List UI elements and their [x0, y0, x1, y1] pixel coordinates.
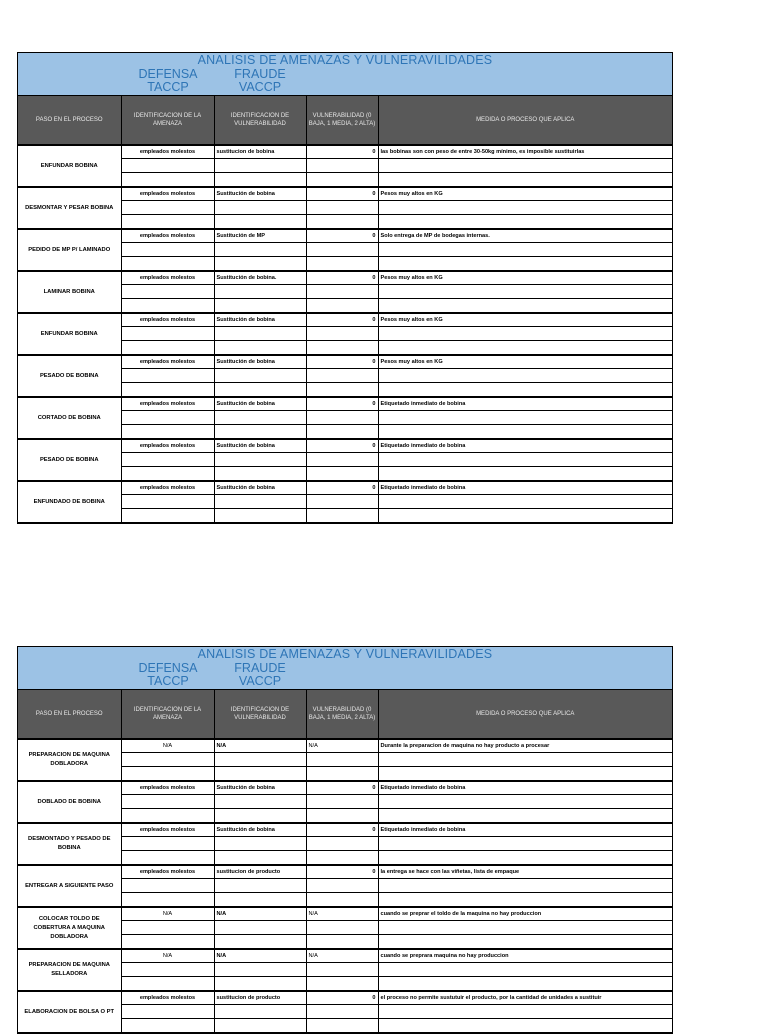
empty-cell [378, 935, 672, 950]
empty-cell [214, 467, 306, 482]
vaccp-label: VACCP [238, 80, 282, 94]
measure-cell: Etiquetado inmediato de bobina [378, 439, 672, 453]
empty-cell [378, 257, 672, 272]
empty-cell [378, 921, 672, 935]
defensa-label: DEFENSA [138, 661, 198, 675]
table-row [18, 739, 672, 753]
empty-cell [306, 935, 378, 950]
empty-cell [214, 1005, 306, 1019]
analysis-table [18, 96, 672, 523]
threat-cell: empleados molestos [121, 865, 214, 879]
col-header-level: VULNERABILIDAD (0 BAJA, 1 MEDIA, 2 ALTA) [306, 96, 378, 145]
empty-cell [121, 453, 214, 467]
vulnerability-cell: N/A [214, 949, 306, 963]
vulnerability-level-cell: 0 [306, 991, 378, 1005]
empty-cell [214, 509, 306, 523]
table-row [18, 145, 672, 159]
empty-cell [121, 425, 214, 440]
table-row [18, 397, 672, 411]
empty-cell [214, 299, 306, 314]
taccp-label: TACCP [147, 80, 189, 94]
threat-analysis-table-2 [17, 646, 673, 1034]
vulnerability-cell: Sustitución de bobina. [214, 271, 306, 285]
empty-cell [306, 327, 378, 341]
vulnerability-level-cell: 0 [306, 271, 378, 285]
measure-cell: Pesos muy altos en KG [378, 313, 672, 327]
empty-cell [121, 963, 214, 977]
empty-cell [121, 837, 214, 851]
empty-cell [121, 257, 214, 272]
vulnerability-level-cell: 0 [306, 313, 378, 327]
vulnerability-cell: N/A [214, 739, 306, 753]
table-row [18, 229, 672, 243]
threat-cell: empleados molestos [121, 481, 214, 495]
vulnerability-level-cell: 0 [306, 439, 378, 453]
empty-cell [306, 767, 378, 782]
empty-cell [214, 809, 306, 824]
process-step-cell: DOBLADO DE BOBINA [18, 781, 121, 823]
vulnerability-level-cell: N/A [306, 949, 378, 963]
vulnerability-cell: Sustitución de bobina [214, 781, 306, 795]
empty-cell [306, 851, 378, 866]
empty-cell [378, 285, 672, 299]
col-header-measure: MEDIDA O PROCESO QUE APLICA [378, 96, 672, 145]
empty-cell [121, 977, 214, 992]
process-step-cell: ELABORACION DE BOLSA O PT [18, 991, 121, 1033]
table-row [18, 823, 672, 837]
empty-cell [378, 243, 672, 257]
empty-cell [214, 851, 306, 866]
empty-cell [214, 795, 306, 809]
vulnerability-level-cell: 0 [306, 355, 378, 369]
threat-cell: empleados molestos [121, 355, 214, 369]
empty-cell [378, 795, 672, 809]
measure-cell: Pesos muy altos en KG [378, 355, 672, 369]
empty-cell [214, 963, 306, 977]
empty-cell [378, 893, 672, 908]
empty-cell [306, 495, 378, 509]
empty-cell [378, 809, 672, 824]
empty-cell [214, 495, 306, 509]
empty-cell [214, 767, 306, 782]
empty-cell [378, 215, 672, 230]
threat-cell: empleados molestos [121, 187, 214, 201]
empty-cell [121, 767, 214, 782]
empty-cell [214, 411, 306, 425]
empty-cell [306, 921, 378, 935]
empty-cell [121, 411, 214, 425]
empty-cell [121, 1005, 214, 1019]
threat-cell: empleados molestos [121, 823, 214, 837]
vulnerability-cell: Sustitución de bobina [214, 397, 306, 411]
measure-cell: Etiquetado inmediato de bobina [378, 781, 672, 795]
empty-cell [306, 341, 378, 356]
fraude-label: FRAUDE [234, 67, 286, 81]
empty-cell [121, 243, 214, 257]
empty-cell [121, 1019, 214, 1033]
empty-cell [121, 851, 214, 866]
empty-cell [306, 257, 378, 272]
empty-cell [306, 369, 378, 383]
empty-cell [306, 809, 378, 824]
empty-cell [378, 383, 672, 398]
vulnerability-cell: Sustitución de MP [214, 229, 306, 243]
empty-cell [306, 201, 378, 215]
empty-cell [378, 201, 672, 215]
empty-cell [378, 767, 672, 782]
vulnerability-level-cell: N/A [306, 739, 378, 753]
vulnerability-level-cell: 0 [306, 781, 378, 795]
empty-cell [214, 173, 306, 188]
empty-cell [306, 467, 378, 482]
empty-cell [306, 453, 378, 467]
vulnerability-level-cell: 0 [306, 187, 378, 201]
empty-cell [121, 159, 214, 173]
empty-cell [121, 921, 214, 935]
empty-cell [214, 753, 306, 767]
empty-cell [214, 1019, 306, 1033]
empty-cell [378, 341, 672, 356]
empty-cell [214, 879, 306, 893]
empty-cell [121, 299, 214, 314]
empty-cell [121, 173, 214, 188]
table-row [18, 991, 672, 1005]
threat-cell: N/A [121, 907, 214, 921]
measure-cell: Durante la preparacion de maquina no hay producto a procesar [378, 739, 672, 753]
table-body [18, 739, 672, 1033]
empty-cell [214, 921, 306, 935]
empty-cell [306, 411, 378, 425]
measure-cell: cuando se preprara maquina no hay produccion [378, 949, 672, 963]
empty-cell [306, 159, 378, 173]
empty-cell [378, 173, 672, 188]
empty-cell [378, 851, 672, 866]
threat-cell: empleados molestos [121, 229, 214, 243]
process-step-cell: DESMONTAR Y PESAR BOBINA [18, 187, 121, 229]
defensa-label: DEFENSA [138, 67, 198, 81]
process-step-cell: PREPARACION DE MAQUINA SELLADORA [18, 949, 121, 991]
empty-cell [214, 257, 306, 272]
empty-cell [306, 963, 378, 977]
measure-cell: Pesos muy altos en KG [378, 271, 672, 285]
threat-cell: empleados molestos [121, 439, 214, 453]
empty-cell [121, 285, 214, 299]
vulnerability-level-cell: 0 [306, 229, 378, 243]
threat-analysis-table-1 [17, 52, 673, 524]
empty-cell [121, 369, 214, 383]
process-step-cell: CORTADO DE BOBINA [18, 397, 121, 439]
empty-cell [306, 879, 378, 893]
empty-cell [378, 977, 672, 992]
table-row [18, 865, 672, 879]
threat-cell: empleados molestos [121, 991, 214, 1005]
empty-cell [214, 243, 306, 257]
process-step-cell: PESADO DE BOBINA [18, 355, 121, 397]
empty-cell [214, 327, 306, 341]
empty-cell [121, 753, 214, 767]
empty-cell [214, 285, 306, 299]
measure-cell: las bobinas son con peso de entre 30-50kg mínimo, es imposible sustituirlas [378, 145, 672, 159]
empty-cell [378, 369, 672, 383]
empty-cell [121, 215, 214, 230]
analysis-table [18, 690, 672, 1033]
table-row [18, 907, 672, 921]
empty-cell [378, 1005, 672, 1019]
empty-cell [306, 285, 378, 299]
empty-cell [214, 215, 306, 230]
empty-cell [306, 425, 378, 440]
measure-cell: Etiquetado inmediato de bobina [378, 397, 672, 411]
process-step-cell: PEDIDO DE MP P/ LAMINADO [18, 229, 121, 271]
vulnerability-level-cell: 0 [306, 481, 378, 495]
vulnerability-cell: Sustitución de bobina [214, 355, 306, 369]
vulnerability-cell: sustitucion de producto [214, 865, 306, 879]
table-row [18, 271, 672, 285]
measure-cell: la entrega se hace con las viñetas, lista de empaque [378, 865, 672, 879]
empty-cell [121, 935, 214, 950]
table-banner [18, 53, 672, 96]
empty-cell [306, 795, 378, 809]
empty-cell [214, 425, 306, 440]
process-step-cell: ENTREGAR A SIGUIENTE PASO [18, 865, 121, 907]
table-row [18, 949, 672, 963]
empty-cell [378, 467, 672, 482]
vulnerability-cell: Sustitución de bobina [214, 313, 306, 327]
table-body [18, 145, 672, 523]
process-step-cell: ENFUNDADO DE BOBINA [18, 481, 121, 523]
vulnerability-cell: N/A [214, 907, 306, 921]
vulnerability-level-cell: 0 [306, 145, 378, 159]
measure-cell: Solo entrega de MP de bodegas internas. [378, 229, 672, 243]
col-header-step: PASO EN EL PROCESO [18, 96, 121, 145]
vulnerability-cell: Sustitución de bobina [214, 481, 306, 495]
empty-cell [214, 977, 306, 992]
process-step-cell: ENFUNDAR BOBINA [18, 145, 121, 187]
empty-cell [378, 411, 672, 425]
empty-cell [121, 341, 214, 356]
measure-cell: Pesos muy altos en KG [378, 187, 672, 201]
empty-cell [306, 837, 378, 851]
empty-cell [121, 383, 214, 398]
empty-cell [306, 893, 378, 908]
col-header-vulnerability: IDENTIFICACION DE VULNERABILIDAD [214, 96, 306, 145]
empty-cell [214, 369, 306, 383]
vulnerability-cell: Sustitución de bobina [214, 823, 306, 837]
vulnerability-level-cell: 0 [306, 865, 378, 879]
empty-cell [378, 159, 672, 173]
empty-cell [214, 341, 306, 356]
empty-cell [214, 383, 306, 398]
measure-cell: el proceso no permite sustutuir el producto, por la cantidad de unidades a sustituir [378, 991, 672, 1005]
empty-cell [378, 299, 672, 314]
empty-cell [306, 383, 378, 398]
measure-cell: Etiquetado inmediato de bobina [378, 823, 672, 837]
empty-cell [378, 509, 672, 523]
vulnerability-cell: Sustitución de bobina [214, 439, 306, 453]
process-step-cell: PREPARACION DE MAQUINA DOBLADORA [18, 739, 121, 781]
col-header-level: VULNERABILIDAD (0 BAJA, 1 MEDIA, 2 ALTA) [306, 690, 378, 739]
empty-cell [378, 879, 672, 893]
process-step-cell: LAMINAR BOBINA [18, 271, 121, 313]
empty-cell [214, 201, 306, 215]
threat-cell: empleados molestos [121, 397, 214, 411]
process-step-cell: COLOCAR TOLDO DE COBERTURA A MAQUINA DOBLADORA [18, 907, 121, 949]
process-step-cell: PESADO DE BOBINA [18, 439, 121, 481]
threat-cell: N/A [121, 739, 214, 753]
vulnerability-level-cell: 0 [306, 823, 378, 837]
empty-cell [214, 893, 306, 908]
empty-cell [121, 893, 214, 908]
empty-cell [306, 977, 378, 992]
empty-cell [378, 963, 672, 977]
empty-cell [306, 1005, 378, 1019]
table-title: ANALISIS DE AMENAZAS Y VULNERAVILIDADES [197, 647, 493, 661]
vaccp-label: VACCP [238, 674, 282, 688]
empty-cell [378, 837, 672, 851]
empty-cell [121, 495, 214, 509]
table-row [18, 313, 672, 327]
empty-cell [121, 795, 214, 809]
empty-cell [214, 935, 306, 950]
empty-cell [121, 809, 214, 824]
table-title: ANALISIS DE AMENAZAS Y VULNERAVILIDADES [197, 53, 493, 67]
col-header-measure: MEDIDA O PROCESO QUE APLICA [378, 690, 672, 739]
process-step-cell: DESMONTADO Y PESADO DE BOBINA [18, 823, 121, 865]
process-step-cell: ENFUNDAR BOBINA [18, 313, 121, 355]
empty-cell [378, 753, 672, 767]
vulnerability-cell: sustitucion de bobina [214, 145, 306, 159]
empty-cell [306, 243, 378, 257]
empty-cell [214, 453, 306, 467]
col-header-vulnerability: IDENTIFICACION DE VULNERABILIDAD [214, 690, 306, 739]
col-header-step: PASO EN EL PROCESO [18, 690, 121, 739]
empty-cell [306, 1019, 378, 1033]
taccp-label: TACCP [147, 674, 189, 688]
fraude-label: FRAUDE [234, 661, 286, 675]
vulnerability-level-cell: 0 [306, 397, 378, 411]
threat-cell: empleados molestos [121, 271, 214, 285]
empty-cell [214, 159, 306, 173]
empty-cell [306, 753, 378, 767]
empty-cell [378, 1019, 672, 1033]
table-row [18, 355, 672, 369]
col-header-threat: IDENTIFICACION DE LA AMENAZA [121, 690, 214, 739]
table-row [18, 187, 672, 201]
empty-cell [121, 467, 214, 482]
col-header-threat: IDENTIFICACION DE LA AMENAZA [121, 96, 214, 145]
threat-cell: empleados molestos [121, 781, 214, 795]
table-row [18, 781, 672, 795]
empty-cell [306, 215, 378, 230]
vulnerability-level-cell: N/A [306, 907, 378, 921]
measure-cell: Etiquetado inmediato de bobina [378, 481, 672, 495]
table-banner [18, 647, 672, 690]
empty-cell [306, 509, 378, 523]
empty-cell [121, 327, 214, 341]
empty-cell [121, 201, 214, 215]
empty-cell [378, 327, 672, 341]
measure-cell: cuando se preprar el toldo de la maquina no hay produccion [378, 907, 672, 921]
empty-cell [378, 495, 672, 509]
threat-cell: empleados molestos [121, 313, 214, 327]
empty-cell [306, 299, 378, 314]
table-row [18, 439, 672, 453]
empty-cell [378, 453, 672, 467]
vulnerability-cell: Sustitución de bobina [214, 187, 306, 201]
empty-cell [214, 837, 306, 851]
table-row [18, 481, 672, 495]
empty-cell [306, 173, 378, 188]
threat-cell: N/A [121, 949, 214, 963]
empty-cell [121, 509, 214, 523]
threat-cell: empleados molestos [121, 145, 214, 159]
empty-cell [121, 879, 214, 893]
empty-cell [378, 425, 672, 440]
vulnerability-cell: sustitucion de producto [214, 991, 306, 1005]
